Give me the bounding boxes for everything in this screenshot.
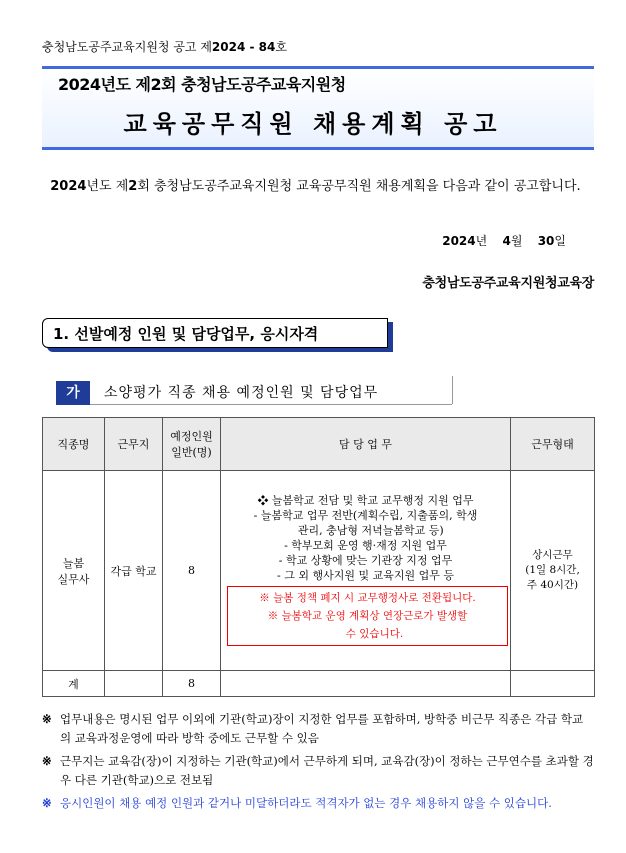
warning-line: 수 있습니다. bbox=[345, 628, 404, 640]
intro-paragraph bbox=[42, 175, 594, 199]
total-work-type bbox=[511, 671, 595, 697]
duty-line: - 늘봄학교 업무 전반(계획수립, 지출품의, 학생 bbox=[253, 509, 478, 522]
duty-line: - 학부모회 운영 행·재정 지원 업무 bbox=[284, 539, 447, 552]
notice-date bbox=[442, 232, 566, 249]
note-mark: ※ bbox=[42, 712, 52, 726]
job-line2: 실무사 bbox=[57, 572, 90, 586]
intro-round: 2 bbox=[128, 179, 138, 194]
job-line1: 늘봄 bbox=[62, 556, 85, 570]
total-count: 8 bbox=[163, 671, 221, 697]
header-count bbox=[163, 418, 221, 471]
warning-line: ※ 늘봄 정책 폐지 시 교무행정사로 전환됩니다. bbox=[259, 592, 476, 604]
intro-year: 2024 bbox=[50, 179, 87, 194]
date-day-unit: 일 bbox=[554, 234, 566, 248]
note-mark: ※ bbox=[42, 796, 52, 810]
notes bbox=[42, 710, 594, 817]
note-mark: ※ bbox=[42, 754, 52, 768]
table-header-row bbox=[43, 418, 595, 471]
warning-line: ※ 늘봄학교 운영 계획상 연장근로가 발생할 bbox=[267, 610, 468, 622]
notice-number bbox=[42, 38, 287, 55]
header-duty: 담 당 업 무 bbox=[221, 418, 511, 471]
subsection-badge: 가 bbox=[56, 381, 90, 405]
date-month: 4 bbox=[502, 234, 511, 248]
title-subtitle: 2024년도 제2회 충청남도공주교육지원청 bbox=[58, 75, 346, 94]
note-item-highlighted bbox=[42, 794, 594, 813]
notice-number-value: 2024 - 84 bbox=[211, 40, 276, 54]
note-text: 업무내용은 명시된 업무 이외에 기관(학교)장이 지정한 업무를 포함하며, 방학중 비근무 직종은 각급 학교의 교육과정운영에 따라 방학 중에도 근무할 수 있음 bbox=[60, 712, 584, 745]
date-year: 2024 bbox=[442, 234, 476, 248]
work-type-line3: 주 40시간) bbox=[526, 579, 579, 591]
note-text: 응시인원이 채용 예정 인원과 같거나 미달하더라도 적격자가 없는 경우 채용하지 않을 수 있습니다. bbox=[60, 796, 552, 810]
intro-text2: 회 충청남도공주교육지원청 교육공무직원 채용계획을 다음과 같이 공고합니다. bbox=[137, 179, 581, 194]
header-work-type: 근무형태 bbox=[511, 418, 595, 471]
header-count-line1: 예정인원 bbox=[170, 430, 213, 443]
signer: 충청남도공주교육지원청교육장 bbox=[422, 276, 594, 291]
notice-suffix: 호 bbox=[275, 40, 287, 54]
header-job: 직종명 bbox=[43, 418, 105, 471]
table-row bbox=[43, 471, 595, 671]
duty-line: - 학교 상황에 맞는 기관장 지정 업무 bbox=[278, 554, 453, 567]
subsection-divider bbox=[452, 376, 453, 404]
cell-duties bbox=[221, 471, 511, 671]
date-month-unit: 월 bbox=[510, 234, 523, 248]
table-total-row bbox=[43, 671, 595, 697]
total-duty bbox=[221, 671, 511, 697]
note-item bbox=[42, 752, 594, 790]
total-workplace bbox=[105, 671, 163, 697]
warning-box bbox=[227, 586, 508, 646]
note-item bbox=[42, 710, 594, 748]
notice-prefix: 충청남도공주교육지원청 공고 제 bbox=[42, 40, 212, 54]
duty-line: ❖ 늘봄학교 전담 및 학교 교무행정 지원 업무 bbox=[257, 494, 474, 507]
duty-line: 관리, 충남형 저녁늘봄학교 등) bbox=[287, 524, 444, 537]
subsection-underline bbox=[90, 404, 452, 405]
work-type-line1: 상시근무 bbox=[532, 549, 573, 561]
cell-count: 8 bbox=[163, 471, 221, 671]
note-text: 근무지는 교육감(장)이 지정하는 기관(학교)에서 근무하게 되며, 교육감(장)이 정하는 근무연수를 초과할 경우 다른 기관(학교)으로 전보됨 bbox=[60, 754, 594, 787]
intro-text1: 년도 제 bbox=[86, 179, 129, 194]
subsection-title: 소양평가 직종 채용 예정인원 및 담당업무 bbox=[104, 385, 379, 401]
duty-line: - 그 외 행사지원 및 교육지원 업무 등 bbox=[277, 569, 454, 582]
section-1-heading: 1. 선발예정 인원 및 담당업무, 응시자격 bbox=[42, 318, 388, 348]
cell-job bbox=[43, 471, 105, 671]
date-year-unit: 년 bbox=[475, 234, 488, 248]
total-label: 계 bbox=[43, 671, 105, 697]
page-title: 교육공무직원 채용계획 공고 bbox=[123, 110, 503, 138]
header-workplace: 근무지 bbox=[105, 418, 163, 471]
work-type-line2: (1일 8시간, bbox=[525, 564, 580, 576]
date-day: 30 bbox=[537, 234, 555, 248]
cell-work-type bbox=[511, 471, 595, 671]
recruitment-table bbox=[42, 417, 595, 697]
header-count-line2: 일반(명) bbox=[171, 446, 212, 459]
cell-workplace: 각급 학교 bbox=[105, 471, 163, 671]
